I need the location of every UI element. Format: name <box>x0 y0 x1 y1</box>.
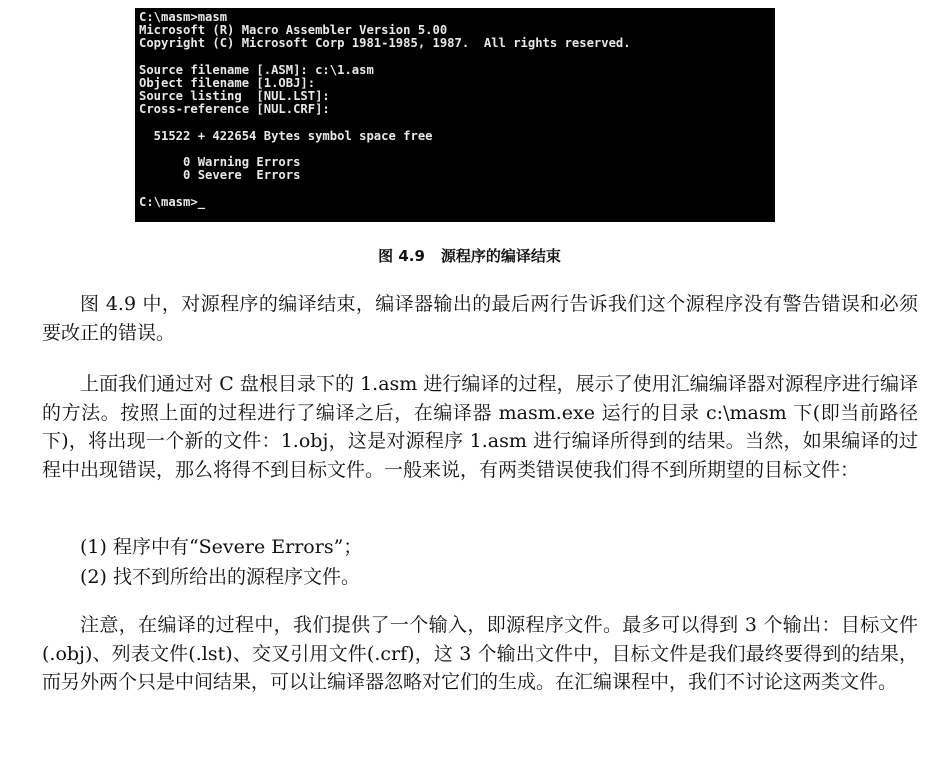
console-line: Copyright (C) Microsoft Corp 1981-1985, 1987. All rights reserved. <box>139 36 631 51</box>
console-line: C:\masm>_ <box>139 194 206 209</box>
figure-caption <box>0 245 939 266</box>
list-item: (2) 找不到所给出的源程序文件。 <box>80 566 360 588</box>
console-line <box>139 183 771 196</box>
paragraph-2: 上面我们通过对 C 盘根目录下的 1.asm 进行编译的过程，展示了使用汇编编译器对源程序进行编译的方法。按照上面的过程进行了编译之后，在编译器 masm.exe 运行的目录 c:\masm 下(即当前路径下)，将出现一个新的文件：1.obj，这是对源程序 1.asm 进行编译所得到的结果。当然，如果编译的过程中出现错误，那么将得不到目标文件。一般来说，有两类错误使我们得不到所期望的目标文件： <box>42 373 918 481</box>
figure-number: 图 4.9 <box>378 247 425 265</box>
paragraph-3: 注意，在编译的过程中，我们提供了一个输入，即源程序文件。最多可以得到 3 个输出：目标文件(.obj)、列表文件(.lst)、交叉引用文件(.crf)，这 3 个输出文件中，目标文件是我们最终要得到的结果，而另外两个只是中间结果，可以让编译器忽略对它们的生成。在汇编课程中，我们不讨论这两类文件。 <box>42 614 918 693</box>
console-line: Source listing [NUL.LST]: <box>139 89 330 104</box>
console-line <box>139 117 771 130</box>
console-line <box>139 51 771 64</box>
console-line: 0 Warning Errors <box>139 155 301 170</box>
console-line: Cross-reference [NUL.CRF]: <box>139 102 330 117</box>
list-item: (1) 程序中有“Severe Errors”； <box>80 536 363 558</box>
paragraph-1: 图 4.9 中，对源程序的编译结束，编译器输出的最后两行告诉我们这个源程序没有警告错误和必须要改正的错误。 <box>42 293 918 344</box>
console-output <box>139 11 771 209</box>
console-line: 0 Severe Errors <box>139 168 301 183</box>
figure-title: 源程序的编译结束 <box>440 247 561 265</box>
console-line: C:\masm>masm <box>139 10 228 24</box>
console-line: Source filename [.ASM]: c:\1.asm <box>139 62 374 77</box>
console-line: Object filename [1.OBJ]: <box>139 76 316 91</box>
console-line: Microsoft (R) Macro Assembler Version 5.00 <box>139 23 448 38</box>
dos-console-screenshot <box>135 8 775 222</box>
console-line: 51522 + 422654 Bytes symbol space free <box>139 128 433 143</box>
